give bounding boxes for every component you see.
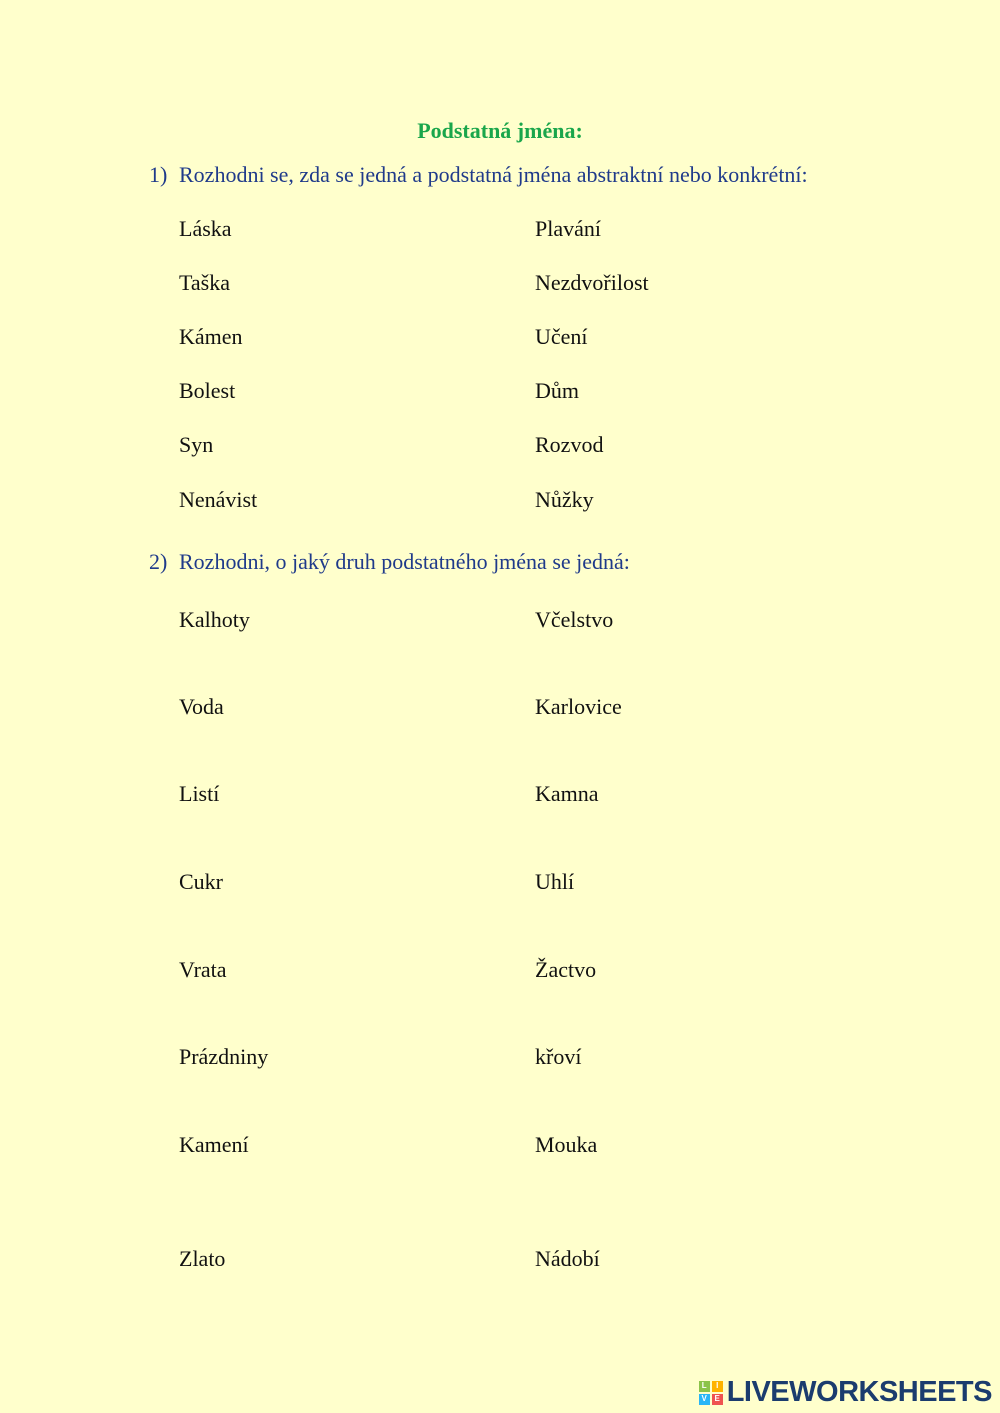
- task2-word: Žactvo: [535, 957, 597, 982]
- task1-number: 1): [149, 162, 168, 187]
- task2-word: Karlovice: [535, 694, 622, 719]
- task2-word: Nádobí: [535, 1246, 600, 1271]
- task1-word: Nenávist: [179, 487, 258, 512]
- logo-block: I: [712, 1381, 723, 1392]
- task1-word: Rozvod: [535, 432, 604, 457]
- task2-word: Včelstvo: [535, 607, 614, 632]
- logo-block: L: [699, 1381, 710, 1392]
- task2-word: Vrata: [179, 957, 227, 982]
- task2-instruction: Rozhodni, o jaký druh podstatného jména se jedná:: [179, 549, 630, 574]
- task1-word: Kámen: [179, 324, 243, 349]
- task1-instruction: Rozhodni se, zda se jedná a podstatná jména abstraktní nebo konkrétní:: [179, 162, 808, 187]
- page-title: Podstatná jména:: [417, 118, 583, 143]
- task1-word: Bolest: [179, 378, 236, 403]
- task2-number: 2): [149, 549, 168, 574]
- task2-word: Listí: [179, 781, 220, 806]
- task1-word: Láska: [179, 216, 232, 241]
- liveworksheets-logo: [699, 1376, 992, 1409]
- task1-word: Nůžky: [535, 487, 594, 512]
- task2-word: Cukr: [179, 869, 223, 894]
- task2-word: Mouka: [535, 1132, 598, 1157]
- logo-block: V: [699, 1394, 710, 1405]
- task1-word: Učení: [535, 324, 588, 349]
- task1-word: Plavání: [535, 216, 601, 241]
- task1-word: Dům: [535, 378, 579, 403]
- task2-word: Kamení: [179, 1132, 249, 1157]
- task1-word: Nezdvořilost: [535, 270, 649, 295]
- logo-block: E: [712, 1394, 723, 1405]
- task1-word: Syn: [179, 432, 214, 457]
- task2-word: Prázdniny: [179, 1044, 269, 1069]
- task2-word: Kamna: [535, 781, 599, 806]
- logo-text: LIVEWORKSHEETS: [726, 1376, 992, 1408]
- task2-word: Zlato: [179, 1246, 226, 1271]
- logo-mark-icon: [699, 1381, 723, 1405]
- task2-word: Voda: [179, 694, 224, 719]
- task1-word: Taška: [179, 270, 230, 295]
- task2-word: Uhlí: [535, 869, 575, 894]
- task2-word: Kalhoty: [179, 607, 250, 632]
- task2-word: křoví: [535, 1044, 582, 1069]
